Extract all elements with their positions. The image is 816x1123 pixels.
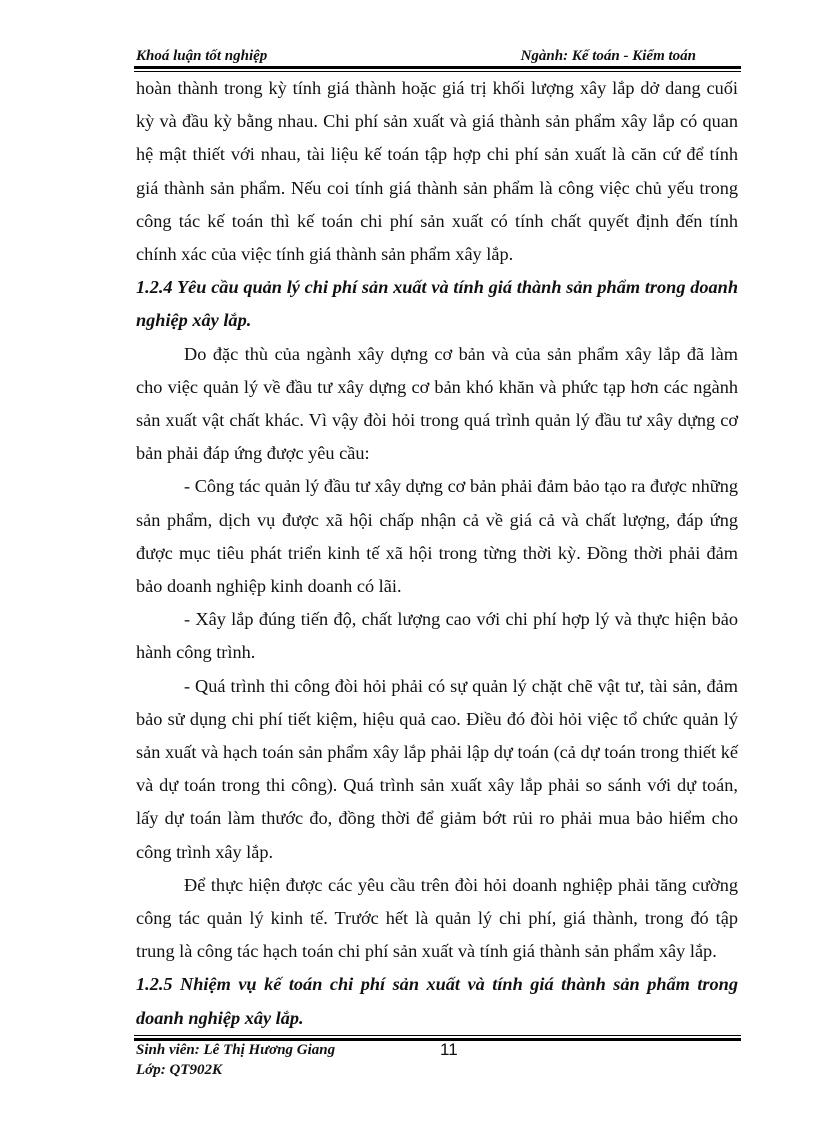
page-body — [136, 72, 738, 1035]
bullet-paragraph: - Quá trình thi công đòi hỏi phải có sự quản lý chặt chẽ vật tư, tài sản, đảm bảo sử dụng chi phí tiết kiệm, hiệu quả cao. Điều đó đòi hỏi việc tổ chức quản lý sản xuất và hạch toán sản phẩm xây lắp phải lập dự toán (cả dự toán trong thiết kế và dự toán trong thi công). Quá trình sản xuất xây lắp phải so sánh với dự toán, lấy dự toán làm thước đo, đồng thời để giảm bớt rủi ro phải mua bảo hiểm cho công trình xây lắp. — [136, 675, 738, 862]
page-footer — [136, 1040, 740, 1080]
paragraph: Do đặc thù của ngành xây dựng cơ bản và của sản phẩm xây lắp đã làm cho việc quản lý về đầu tư xây dựng cơ bản khó khăn và phức tạp hơn các ngành sản xuất vật chất khác. Vì vậy đòi hỏi trong quá trình quản lý đầu tư xây dựng cơ bản phải đáp ứng được yêu cầu: — [136, 343, 738, 464]
footer-student-name: Sinh viên: Lê Thị Hương Giang — [136, 1042, 336, 1058]
header-major-label: Ngành: Kế toán - Kiểm toán — [520, 48, 696, 64]
footer-rule-thin — [134, 1035, 741, 1036]
paragraph-continuation: hoàn thành trong kỳ tính giá thành hoặc giá trị khối lượng xây lắp dở dang cuối kỳ và đầu kỳ bằng nhau. Chi phí sản xuất và giá thành sản phẩm xây lắp có quan hệ mật thiết với nhau, tài liệu kế toán tập hợp chi phí sản xuất là căn cứ để tính giá thành sản phẩm. Nếu coi tính giá thành sản phẩm là công việc chủ yếu trong công tác kế toán thì kế toán chi phí sản xuất có tính chất quyết định đến tính chính xác của việc tính giá thành sản phẩm xây lắp. — [136, 78, 738, 265]
paragraph: Để thực hiện được các yêu cầu trên đòi hỏi doanh nghiệp phải tăng cường công tác quản lý kinh tế. Trước hết là quản lý chi phí, giá thành, trong đó tập trung là công tác hạch toán chi phí sản xuất và tính giá thành sản phẩm xây lắp. — [136, 874, 738, 962]
section-heading-1-2-4: 1.2.4 Yêu cầu quản lý chi phí sản xuất và tính giá thành sản phẩm trong doanh nghiệp xây lắp. — [136, 277, 738, 331]
header-rule-thick — [134, 66, 741, 69]
header-thesis-label: Khoá luận tốt nghiệp — [136, 48, 268, 64]
page-number: 11 — [440, 1040, 458, 1059]
footer-class: Lớp: QT902K — [136, 1062, 222, 1078]
bullet-paragraph: - Công tác quản lý đầu tư xây dựng cơ bản phải đảm bảo tạo ra được những sản phẩm, dịch vụ được xã hội chấp nhận cả về giá cả và chất lượng, đáp ứng được mục tiêu phát triển kinh tế xã hội trong từng thời kỳ. Đồng thời phải đảm bảo doanh nghiệp kinh doanh có lãi. — [136, 476, 738, 597]
page-header — [136, 48, 740, 68]
section-heading-1-2-5: 1.2.5 Nhiệm vụ kế toán chi phí sản xuất và tính giá thành sản phẩm trong doanh nghiệp xây lắp. — [136, 974, 738, 1028]
bullet-paragraph: - Xây lắp đúng tiến độ, chất lượng cao với chi phí hợp lý và thực hiện bảo hành công trình. — [136, 609, 738, 663]
